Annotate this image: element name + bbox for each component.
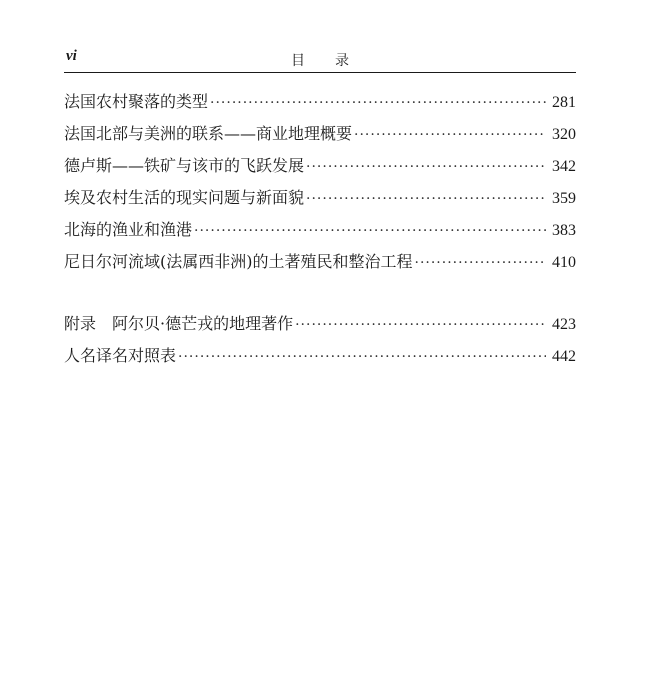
- toc-entry-title: 北海的渔业和渔港: [64, 220, 193, 239]
- dot-leader: [415, 249, 547, 277]
- toc-entry-page: 442: [552, 348, 576, 365]
- toc-entry-page: 423: [552, 316, 576, 333]
- dot-leader: [295, 311, 546, 339]
- toc-entry-page: 359: [552, 190, 576, 207]
- dot-leader: [178, 343, 546, 371]
- toc-entry-title: 埃及农村生活的现实问题与新面貌: [64, 188, 305, 207]
- toc-entry[interactable]: [64, 216, 576, 248]
- table-of-contents: [64, 88, 576, 374]
- toc-entry-title: 法国北部与美洲的联系——商业地理概要: [64, 124, 353, 143]
- dot-leader: [306, 185, 546, 213]
- toc-entry-page: 281: [552, 94, 576, 111]
- toc-entry[interactable]: [64, 88, 576, 120]
- toc-entry[interactable]: [64, 184, 576, 216]
- dot-leader: [194, 217, 546, 245]
- toc-entry[interactable]: [64, 152, 576, 184]
- toc-entry-page: 383: [552, 222, 576, 239]
- toc-entry-page: 342: [552, 158, 576, 175]
- page-number: vi: [66, 48, 77, 64]
- toc-entry-title: 人名译名对照表: [64, 346, 177, 365]
- dot-leader: [210, 89, 546, 117]
- toc-entry-title: 尼日尔河流域(法属西非洲)的土著殖民和整治工程: [64, 252, 413, 271]
- toc-entry-page: 410: [552, 254, 576, 271]
- page-header: [64, 44, 576, 73]
- dot-leader: [306, 153, 546, 181]
- dot-leader: [354, 121, 546, 149]
- book-page: [64, 0, 576, 689]
- toc-entry[interactable]: [64, 248, 576, 280]
- toc-entry-name-index[interactable]: [64, 342, 576, 374]
- toc-entry-title: 德卢斯——铁矿与该市的飞跃发展: [64, 156, 305, 175]
- toc-entry-appendix[interactable]: [64, 310, 576, 342]
- toc-entry-page: 320: [552, 126, 576, 143]
- toc-entry-title: 法国农村聚落的类型: [64, 92, 209, 111]
- toc-entry-title: 附录 阿尔贝·德芒戎的地理著作: [64, 314, 294, 333]
- toc-entry[interactable]: [64, 120, 576, 152]
- running-title: 目录: [291, 53, 379, 69]
